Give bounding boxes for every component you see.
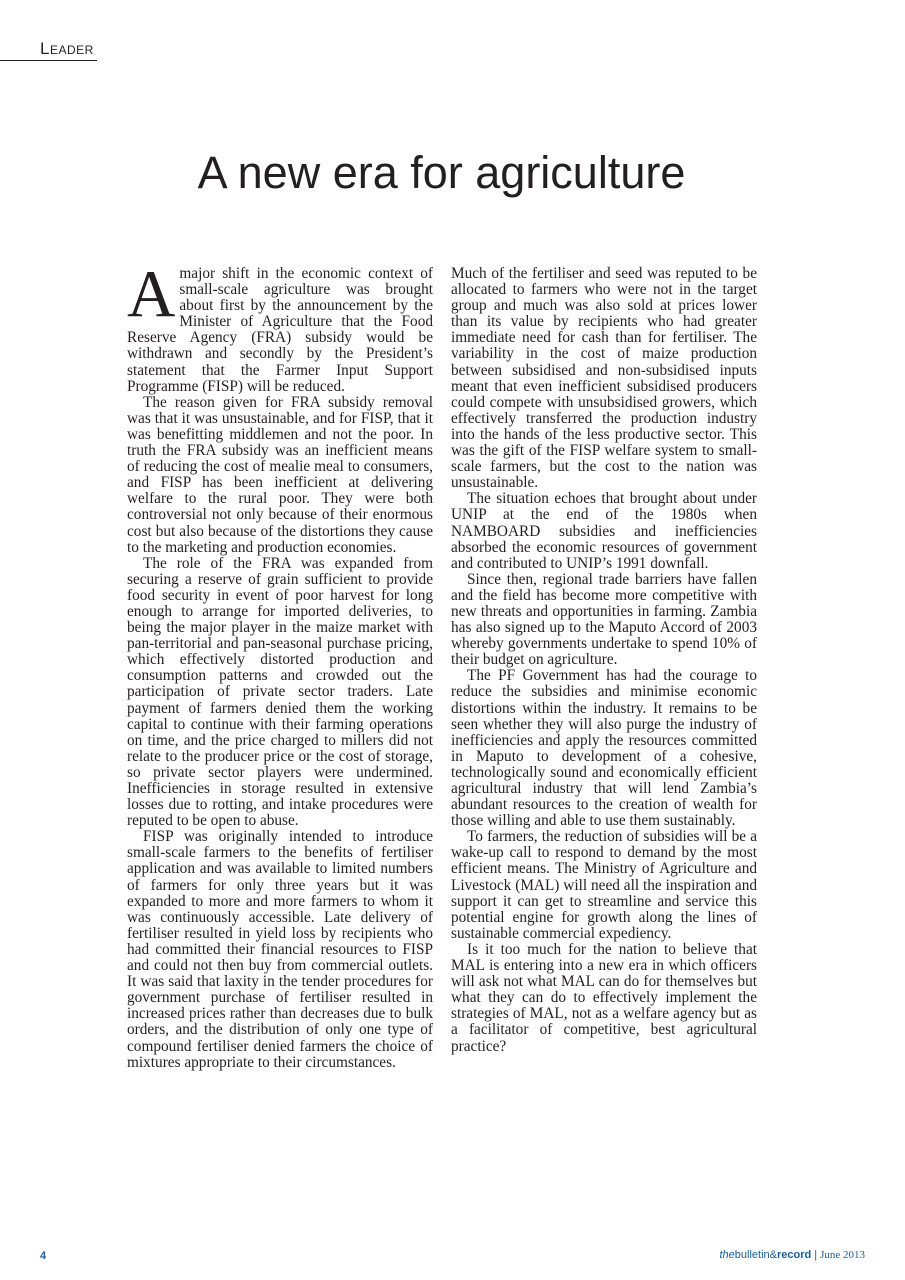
paragraph-6: The situation echoes that brought about under UNIP at the end of the 1980s when NAMBOARD subsidies and inefficiencies absorbed the economic resources of government and contributed to UNIP’s 1991 downfall. xyxy=(451,490,757,572)
paragraph-10: Is it too much for the nation to believe that MAL is entering into a new era in which officers will ask not what MAL can do for themselves but what they can do to effectively implement the strategies of MAL, not as a welfare agency but as a facilitator of competitive, best agricultural practice? xyxy=(451,940,757,1055)
publication-bulletin: bulletin xyxy=(734,1249,770,1261)
publication-the: the xyxy=(719,1249,735,1261)
publication-footer xyxy=(719,1249,865,1261)
paragraph-9: To farmers, the reduction of subsidies will be a wake-up call to respond to demand by the most efficient means. The Ministry of Agriculture and Livestock (MAL) will need all the inspiration and support it can get to streamline and service this potential engine for growth along the lines of sustainable commercial expediency. xyxy=(451,828,757,942)
article-title: A new era for agriculture xyxy=(197,147,686,198)
paragraph-2: The reason given for FRA subsidy removal was that it was unsustainable, and for FISP, that it was benefitting middlemen and not the poor. In truth the FRA subsidy was an inefficient means of reducing the cost of mealie meal to consumers, and FISP has been inefficient at delivering welfare to the rural poor. They were both controversial not only because of their enormous cost but also because of the distortions they cause to the marketing and production economies. xyxy=(127,393,433,556)
paragraph-7: Since then, regional trade barriers have fallen and the field has become more competitive with new threats and opportunities in farming. Zambia has also signed up to the Maputo Accord of 2003 whereby governments undertake to spend 10% of their budget on agriculture. xyxy=(451,570,757,669)
left-column xyxy=(127,257,433,1071)
paragraph-1 xyxy=(127,257,433,395)
section-label: Leader xyxy=(0,38,97,61)
paragraph-3: The role of the FRA was expanded from securing a reserve of grain sufficient to provide food security in event of poor harvest for long enough to arrange for imported deliveries, to being the major player in the maize market with pan-territorial and pan-seasonal purchase pricing, which effectively distorted production and consumption patterns and crowded out the participation of private sector traders. Late payment of farmers denied them the working capital to continue with their farming operations on time, and the price charged to millers did not relate to the producer price or the cost of storage, so private sector players were undermined. Inefficiencies in storage resulted in extensive losses due to rotting, and intake procedures were reputed to be open to abuse. xyxy=(127,554,433,830)
paragraph-5: Much of the fertiliser and seed was reputed to be allocated to farmers who were not in the target group and much was also sold at prices lower than its value by recipients who had greater immediate need for cash than for fertiliser. The variability in the cost of maize production between subsidised and non-subsidised inputs meant that even inefficient subsidised producers could compete with unsubsidised growers, which effectively transferred the production industry into the hands of the less productive sector. This was the gift of the FISP welfare system to small-scale farmers, but the cost to the nation was unsustainable. xyxy=(451,265,757,492)
paragraph-1-text: major shift in the economic context of small-scale agriculture was brought about first by the announcement by the Minister of Agriculture that the Food Reserve Agency (FRA) subsidy would be withdrawn and secondly by the President’s statement that the Farmer Input Support Programme (FISP) will be reduced. xyxy=(127,265,433,395)
footer-separator: | xyxy=(814,1249,818,1261)
issue-date: June 2013 xyxy=(820,1249,865,1261)
drop-cap: A xyxy=(127,257,176,331)
publication-record: record xyxy=(776,1249,812,1261)
publication-amp: & xyxy=(769,1249,777,1261)
paragraph-4: FISP was originally intended to introduce small-scale farmers to the benefits of fertiliser application and was available to limited numbers of farmers for only three years but it was expanded to more and more farmers to whom it was continuously accessible. Late delivery of fertiliser resulted in yield loss by recipients who had committed their financial resources to FISP and could not then buy from commercial outlets. It was said that laxity in the tender procedures for government purchase of fertiliser resulted in increased prices rather than decreases due to bulk orders, and the distribution of only one type of compound fertiliser denied farmers the choice of mixtures appropriate to their circumstances. xyxy=(127,828,433,1071)
paragraph-8: The PF Government has had the courage to reduce the subsidies and minimise economic distortions within the industry. It remains to be seen whether they will also purge the industry of inefficiencies and apply the resources committed in Maputo to development of a cohesive, technologically sound and economically efficient agricultural industry that will lend Zambia’s abundant resources to the creation of wealth for those willing and able to use them sustainably. xyxy=(451,667,757,830)
right-column xyxy=(451,266,757,1055)
page-number: 4 xyxy=(40,1250,47,1262)
